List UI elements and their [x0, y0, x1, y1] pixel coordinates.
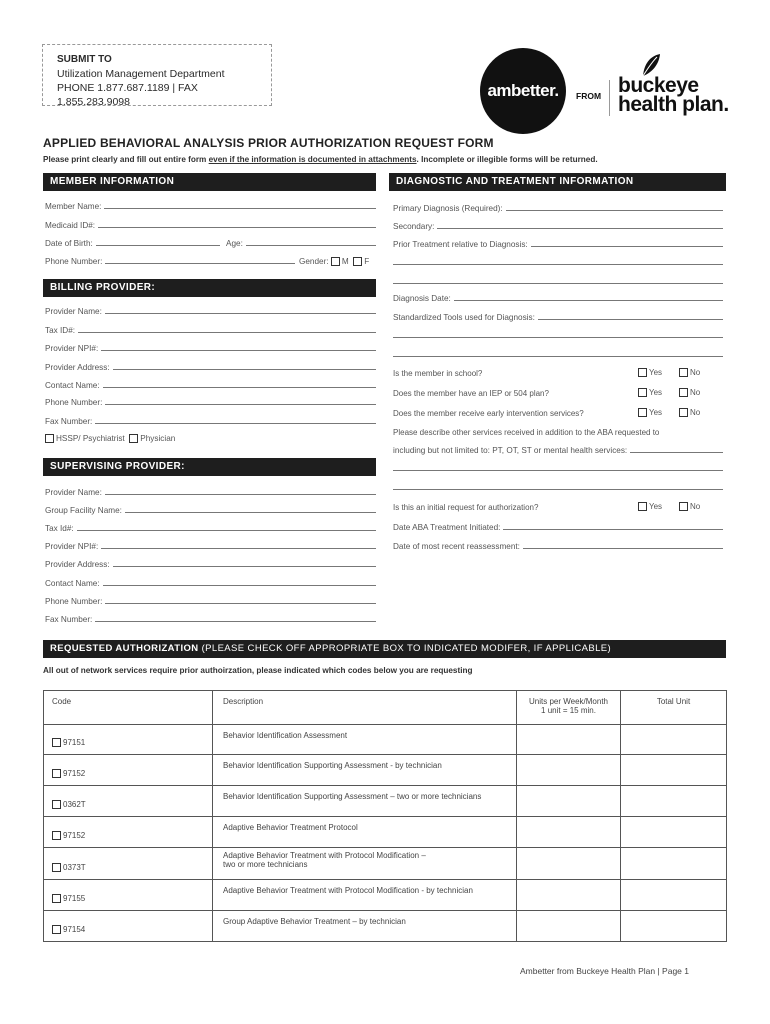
billing-name-label: Provider Name:	[45, 307, 102, 316]
secondary-diagnosis-label: Secondary:	[393, 222, 435, 231]
description-cell: Behavior Identification Assessment	[213, 725, 517, 755]
description-cell: Adaptive Behavior Treatment with Protocol Modification - by technician	[213, 880, 517, 911]
medicaid-id-line[interactable]	[98, 226, 376, 228]
reassessment-date-label: Date of most recent reassessment:	[393, 542, 520, 551]
billing-phone-line[interactable]	[105, 403, 376, 405]
total-cell[interactable]	[621, 817, 727, 848]
total-cell[interactable]	[621, 911, 727, 942]
code-cell	[44, 911, 213, 942]
billing-contact-field[interactable]	[45, 381, 376, 390]
billing-address-field[interactable]	[45, 363, 376, 372]
q-early-label: Does the member receive early intervention services?	[393, 409, 584, 418]
code-checkbox[interactable]	[52, 831, 61, 840]
q-early-yes-checkbox[interactable]	[638, 408, 647, 417]
q-iep-yes-checkbox[interactable]	[638, 388, 647, 397]
table-row	[44, 911, 727, 942]
table-row	[44, 880, 727, 911]
prior-treatment-extra-line-2[interactable]	[393, 283, 723, 284]
logo-from: FROM	[576, 91, 602, 101]
form-title: APPLIED BEHAVIORAL ANALYSIS PRIOR AUTHORIZATION REQUEST FORM	[43, 136, 494, 150]
q-initial-yes-checkbox[interactable]	[638, 502, 647, 511]
diagnosis-date-line[interactable]	[454, 299, 723, 301]
billing-fax-field[interactable]	[45, 417, 376, 426]
prior-treatment-extra-line-1[interactable]	[393, 264, 723, 265]
subtitle-underlined: even if the information is documented in attachments	[208, 155, 417, 164]
aba-date-label: Date ABA Treatment Initiated:	[393, 523, 501, 532]
submit-contact: PHONE 1.877.687.1189 | FAX 1.855.283.9098	[57, 82, 198, 108]
code-cell	[44, 725, 213, 755]
sup-tax-label: Tax Id#:	[45, 524, 74, 533]
table-row	[44, 725, 727, 755]
billing-name-field[interactable]	[45, 307, 376, 316]
code-label: 97152	[63, 831, 86, 840]
dob-label: Date of Birth:	[45, 239, 93, 248]
col-units-label: Units per Week/Month	[529, 697, 608, 706]
billing-npi-field[interactable]	[45, 344, 376, 353]
units-cell[interactable]	[517, 755, 621, 786]
primary-diagnosis-line[interactable]	[506, 209, 723, 211]
q-iep-yes-label: Yes	[649, 388, 663, 397]
q-early-no-checkbox[interactable]	[679, 408, 688, 417]
code-checkbox[interactable]	[52, 894, 61, 903]
q-school-no-checkbox[interactable]	[679, 368, 688, 377]
describe-services-line[interactable]	[630, 451, 723, 453]
code-label: 97152	[63, 769, 86, 778]
code-label: 0373T	[63, 863, 86, 872]
code-checkbox[interactable]	[52, 769, 61, 778]
sup-address-label: Provider Address:	[45, 560, 110, 569]
description-cell: Adaptive Behavior Treatment Protocol	[213, 817, 517, 848]
standardized-tools-field[interactable]	[393, 313, 723, 322]
q-early-yes	[638, 408, 662, 417]
billing-contact-line[interactable]	[103, 386, 376, 388]
sup-name-field[interactable]	[45, 488, 376, 497]
member-name-field[interactable]	[45, 202, 376, 211]
member-name-label: Member Name:	[45, 202, 102, 211]
units-cell[interactable]	[517, 880, 621, 911]
buckeye-logo-line1: buckeye	[618, 74, 699, 97]
code-label: 0362T	[63, 800, 86, 809]
hssp-label: HSSP/ Psychiatrist	[56, 434, 125, 443]
describe-services-line2: including but not limited to: PT, OT, ST or mental health services:	[393, 446, 628, 455]
table-row	[44, 786, 727, 817]
page-footer: Ambetter from Buckeye Health Plan | Page 1	[520, 966, 689, 976]
code-label: 97155	[63, 894, 86, 903]
buckeye-logo	[618, 76, 729, 114]
units-cell[interactable]	[517, 911, 621, 942]
prior-treatment-field[interactable]	[393, 240, 723, 249]
sup-contact-field[interactable]	[45, 579, 376, 588]
billing-tax-line[interactable]	[78, 331, 376, 333]
requested-note: All out of network services require prior authoirzation, please indicated which codes below you are requesting	[43, 666, 473, 675]
table-header-row	[44, 691, 727, 725]
code-cell	[44, 817, 213, 848]
gender-f-checkbox[interactable]	[353, 257, 362, 266]
diagnosis-date-label: Diagnosis Date:	[393, 294, 451, 303]
supervising-provider-heading: SUPERVISING PROVIDER:	[43, 458, 376, 476]
diagnostic-heading: DIAGNOSTIC AND TREATMENT INFORMATION	[389, 173, 726, 191]
q-iep-no	[679, 388, 700, 397]
secondary-diagnosis-field[interactable]	[393, 222, 723, 231]
aba-date-field[interactable]	[393, 523, 723, 532]
sup-npi-line[interactable]	[101, 547, 376, 549]
physician-checkbox[interactable]	[129, 434, 138, 443]
authorization-table	[43, 690, 727, 942]
physician-label: Physician	[140, 434, 176, 443]
sup-npi-label: Provider NPI#:	[45, 542, 99, 551]
age-label: Age:	[226, 239, 243, 248]
logo-divider	[609, 80, 610, 116]
age-line[interactable]	[246, 244, 376, 246]
q-school-no	[679, 368, 700, 377]
units-cell[interactable]	[517, 817, 621, 848]
q-early-no	[679, 408, 700, 417]
table-row	[44, 817, 727, 848]
buckeye-logo-line2: health plan.	[618, 93, 729, 116]
sup-phone-label: Phone Number:	[45, 597, 103, 606]
table-row	[44, 848, 727, 880]
q-iep-no-checkbox[interactable]	[679, 388, 688, 397]
hssp-checkbox[interactable]	[45, 434, 54, 443]
submit-dept: Utilization Management Department	[57, 68, 225, 80]
sup-fax-field[interactable]	[45, 615, 376, 624]
col-total: Total Unit	[621, 691, 727, 725]
age-field[interactable]	[226, 239, 376, 248]
prior-treatment-line[interactable]	[531, 245, 723, 247]
services-extra-line-2[interactable]	[393, 489, 723, 490]
dob-line[interactable]	[96, 244, 220, 246]
secondary-diagnosis-line[interactable]	[437, 227, 723, 229]
table-row	[44, 755, 727, 786]
sup-contact-line[interactable]	[103, 584, 376, 586]
q-iep-no-label: No	[690, 388, 701, 397]
billing-npi-line[interactable]	[101, 349, 376, 351]
sup-group-field[interactable]	[45, 506, 376, 515]
billing-address-line[interactable]	[113, 368, 376, 370]
describe-services-field[interactable]	[393, 446, 723, 455]
q-initial-no-checkbox[interactable]	[679, 502, 688, 511]
sup-npi-field[interactable]	[45, 542, 376, 551]
billing-phone-label: Phone Number:	[45, 398, 103, 407]
total-cell[interactable]	[621, 880, 727, 911]
billing-tax-field[interactable]	[45, 326, 376, 335]
sup-group-label: Group Facility Name:	[45, 506, 122, 515]
billing-npi-label: Provider NPI#:	[45, 344, 99, 353]
requested-heading-bold: REQUESTED AUTHORIZATION	[50, 643, 199, 654]
q-iep-label: Does the member have an IEP or 504 plan?	[393, 389, 549, 398]
sup-phone-field[interactable]	[45, 597, 376, 606]
code-label: 97151	[63, 738, 86, 747]
submit-to-box	[42, 44, 272, 106]
reassessment-date-line[interactable]	[523, 547, 723, 549]
member-phone-label: Phone Number:	[45, 257, 103, 266]
dob-field[interactable]	[45, 239, 220, 248]
member-phone-line[interactable]	[105, 262, 295, 264]
aba-date-line[interactable]	[503, 528, 723, 530]
primary-diagnosis-field[interactable]	[393, 204, 723, 213]
q-early-no-label: No	[690, 408, 701, 417]
member-phone-field[interactable]	[45, 257, 295, 266]
total-cell[interactable]	[621, 848, 727, 880]
q-early-yes-label: Yes	[649, 408, 663, 417]
total-cell[interactable]	[621, 786, 727, 817]
total-cell[interactable]	[621, 725, 727, 755]
q-school-label: Is the member in school?	[393, 369, 483, 378]
sup-group-line[interactable]	[125, 511, 376, 513]
ambetter-logo	[480, 48, 566, 134]
q-initial-no	[679, 502, 700, 511]
code-checkbox[interactable]	[52, 738, 61, 747]
diagnosis-date-field[interactable]	[393, 294, 723, 303]
reassessment-date-field[interactable]	[393, 542, 723, 551]
gender-field	[299, 257, 369, 266]
total-cell[interactable]	[621, 755, 727, 786]
ambetter-logo-text: ambetter.	[487, 81, 559, 100]
code-checkbox[interactable]	[52, 800, 61, 809]
provider-type-options	[45, 434, 175, 443]
medicaid-id-label: Medicaid ID#:	[45, 221, 96, 230]
q-school-yes	[638, 368, 662, 377]
tools-extra-line-2[interactable]	[393, 356, 723, 357]
sup-name-line[interactable]	[105, 493, 376, 495]
billing-fax-label: Fax Number:	[45, 417, 93, 426]
billing-name-line[interactable]	[105, 312, 376, 314]
sup-address-line[interactable]	[113, 565, 376, 567]
requested-authorization-heading	[43, 640, 726, 658]
units-cell[interactable]	[517, 725, 621, 755]
form-subtitle	[43, 155, 598, 164]
submit-label: SUBMIT TO	[57, 54, 112, 65]
q-initial-no-label: No	[690, 502, 701, 511]
col-units-sub: 1 unit = 15 min.	[541, 706, 596, 715]
description-cell: Behavior Identification Supporting Assessment - by technician	[213, 755, 517, 786]
description-line1: Adaptive Behavior Treatment with Protocol Modification –	[223, 851, 426, 860]
sup-tax-line[interactable]	[77, 529, 376, 531]
member-info-heading: MEMBER INFORMATION	[43, 173, 376, 191]
billing-tax-label: Tax ID#:	[45, 326, 76, 335]
q-school-yes-checkbox[interactable]	[638, 368, 647, 377]
code-cell	[44, 755, 213, 786]
services-extra-line-1[interactable]	[393, 470, 723, 471]
primary-diagnosis-label: Primary Diagnosis (Required):	[393, 204, 503, 213]
units-cell[interactable]	[517, 786, 621, 817]
code-label: 97154	[63, 925, 86, 934]
description-cell	[213, 848, 517, 880]
code-checkbox[interactable]	[52, 925, 61, 934]
gender-m-label: M	[341, 257, 349, 266]
q-iep-yes	[638, 388, 662, 397]
code-cell	[44, 880, 213, 911]
describe-services-line1: Please describe other services received in addition to the ABA requested to	[393, 428, 660, 437]
description-cell: Behavior Identification Supporting Assessment – two or more technicians	[213, 786, 517, 817]
prior-treatment-label: Prior Treatment relative to Diagnosis:	[393, 240, 528, 249]
sup-name-label: Provider Name:	[45, 488, 102, 497]
tools-extra-line-1[interactable]	[393, 337, 723, 338]
q-school-yes-label: Yes	[649, 368, 663, 377]
requested-heading-rest: (PLEASE CHECK OFF APPROPRIATE BOX TO INDICATED MODIFER, IF APPLICABLE)	[198, 643, 612, 654]
standardized-tools-label: Standardized Tools used for Diagnosis:	[393, 313, 535, 322]
sup-fax-line[interactable]	[95, 620, 376, 622]
code-cell	[44, 848, 213, 880]
q-initial-yes-label: Yes	[649, 502, 663, 511]
sup-address-field[interactable]	[45, 560, 376, 569]
col-description: Description	[213, 691, 517, 725]
billing-phone-field[interactable]	[45, 398, 376, 407]
code-checkbox[interactable]	[52, 863, 61, 872]
billing-provider-heading: BILLING PROVIDER:	[43, 279, 376, 297]
sup-phone-line[interactable]	[105, 602, 376, 604]
member-name-line[interactable]	[104, 207, 376, 209]
col-units	[517, 691, 621, 725]
gender-m-checkbox[interactable]	[331, 257, 340, 266]
gender-f-label: F	[364, 257, 370, 266]
description-line2: two or more technicians	[223, 860, 308, 869]
sup-contact-label: Contact Name:	[45, 579, 100, 588]
billing-address-label: Provider Address:	[45, 363, 110, 372]
subtitle-part2: . Incomplete or illegible forms will be returned.	[416, 155, 598, 164]
standardized-tools-line[interactable]	[538, 318, 723, 320]
sup-fax-label: Fax Number:	[45, 615, 93, 624]
subtitle-part1: Please print clearly and fill out entire form	[43, 155, 209, 164]
col-code: Code	[44, 691, 213, 725]
sup-tax-field[interactable]	[45, 524, 376, 533]
medicaid-id-field[interactable]	[45, 221, 376, 230]
q-school-no-label: No	[690, 368, 701, 377]
billing-fax-line[interactable]	[95, 422, 376, 424]
q-initial-label: Is this an initial request for authorization?	[393, 503, 539, 512]
gender-label: Gender:	[299, 257, 329, 266]
units-cell[interactable]	[517, 848, 621, 880]
description-cell: Group Adaptive Behavior Treatment – by technician	[213, 911, 517, 942]
code-cell	[44, 786, 213, 817]
q-initial-yes	[638, 502, 662, 511]
billing-contact-label: Contact Name:	[45, 381, 100, 390]
